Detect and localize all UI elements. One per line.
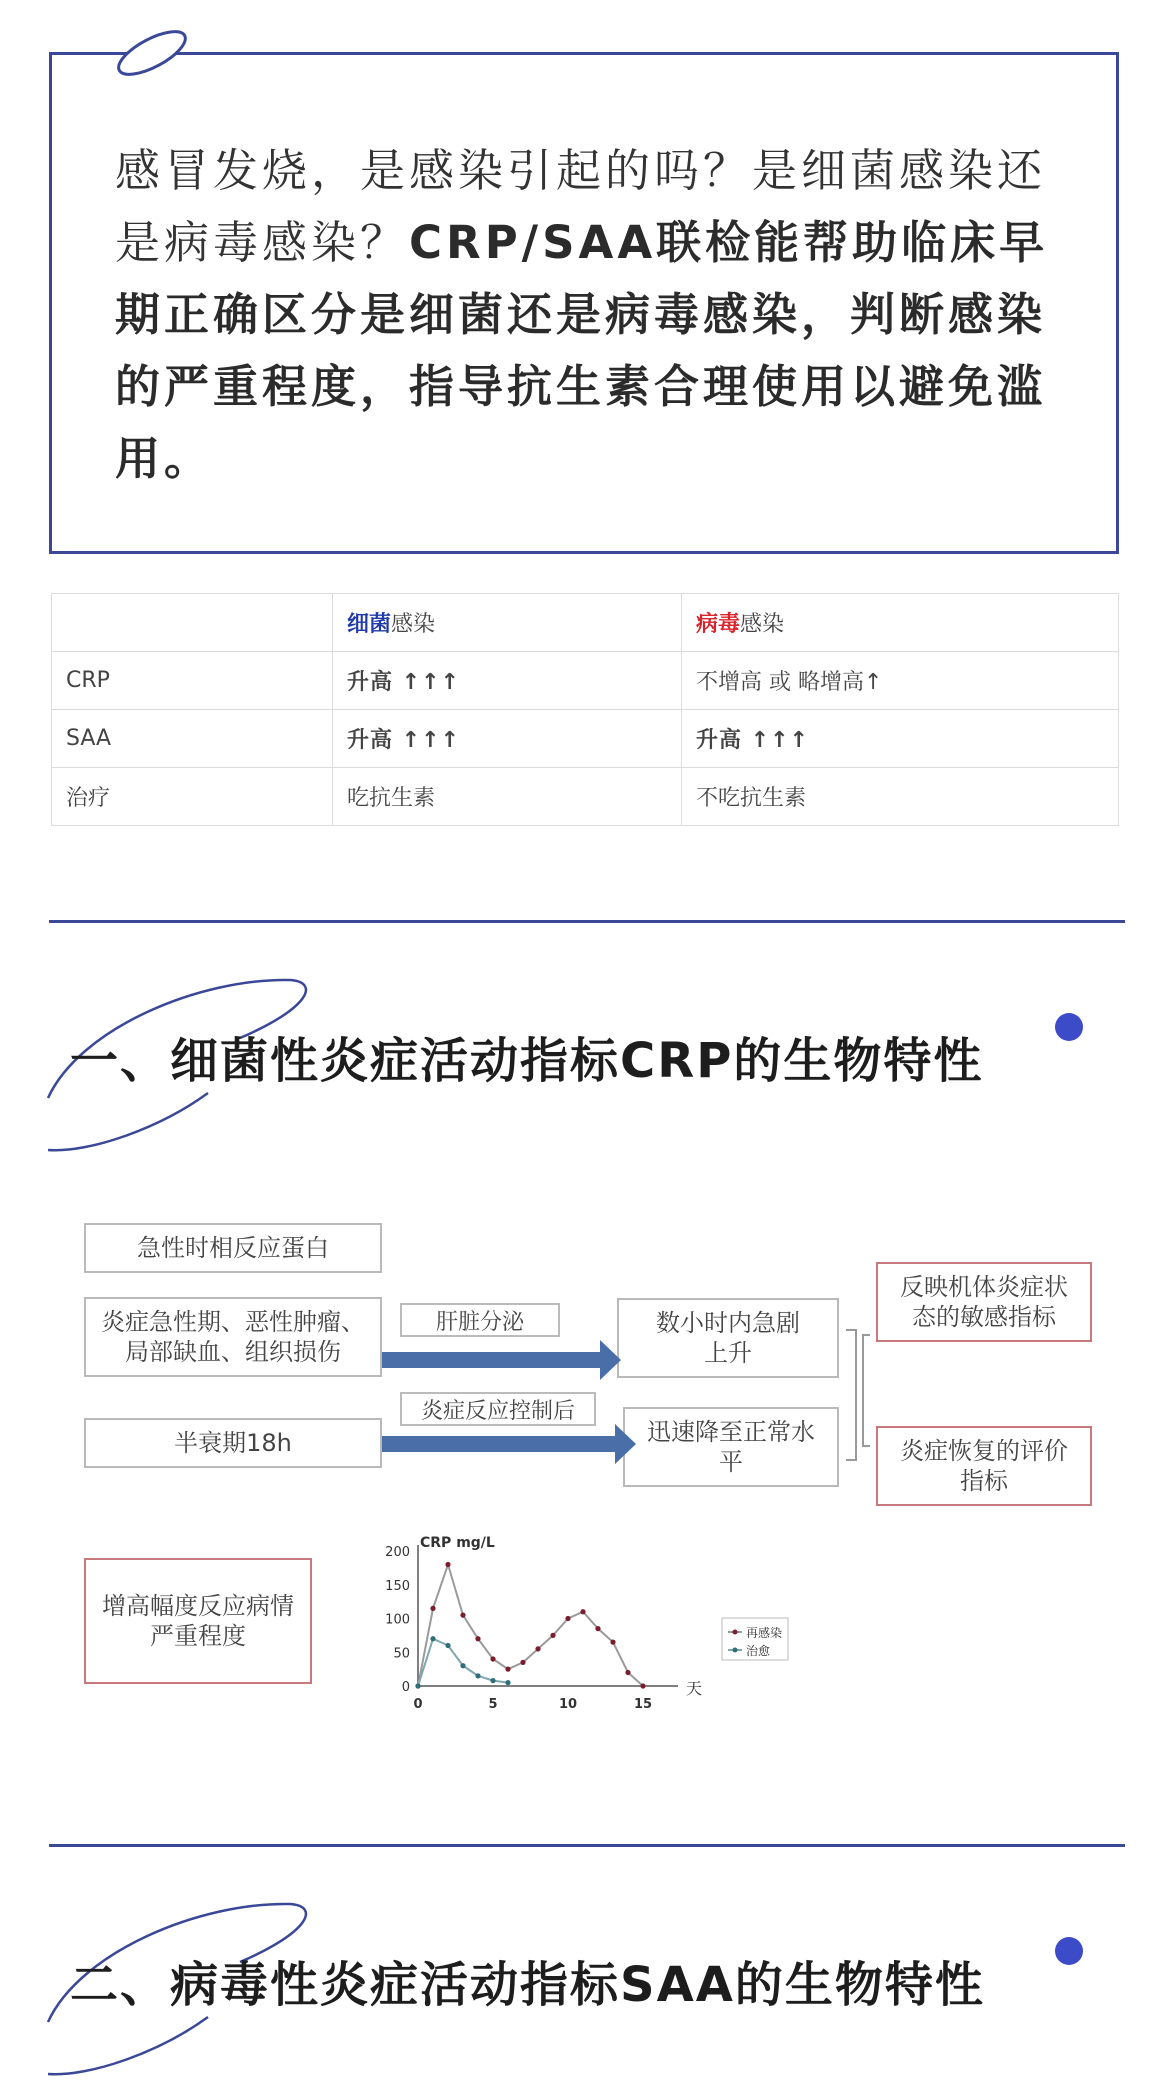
table-row <box>52 768 1119 826</box>
data-point-再感染 <box>565 1616 570 1621</box>
table-header-row <box>52 594 1119 652</box>
box-recovery: 炎症恢复的评价指标 <box>876 1426 1092 1506</box>
table-header-empty <box>52 594 333 652</box>
legend-label: 再感染 <box>746 1626 783 1640</box>
box-drop: 迅速降至正常水平 <box>623 1407 839 1487</box>
data-point-治愈 <box>460 1663 465 1668</box>
section2-dot-decoration <box>1055 1937 1083 1965</box>
y-tick-label: 200 <box>385 1545 410 1560</box>
chart-series <box>415 1562 645 1689</box>
section-divider <box>49 1844 1125 1847</box>
data-point-再感染 <box>445 1562 450 1567</box>
data-point-再感染 <box>475 1636 480 1641</box>
row-label: SAA <box>52 710 333 768</box>
x-tick-label: 15 <box>633 1697 653 1712</box>
data-point-再感染 <box>550 1633 555 1638</box>
legend-label: 治愈 <box>746 1644 771 1658</box>
diagram-connectors <box>70 1210 1120 1510</box>
y-tick-label: 100 <box>385 1612 410 1628</box>
data-point-治愈 <box>430 1636 435 1641</box>
row-viral: 升高 ↑↑↑ <box>682 710 1119 768</box>
section1-title: 一、细菌性炎症活动指标CRP的生物特性 <box>70 1033 984 1089</box>
bracket-left <box>846 1330 856 1460</box>
arrow-to-rise <box>382 1340 621 1380</box>
data-point-再感染 <box>520 1660 525 1665</box>
data-point-再感染 <box>610 1640 615 1645</box>
data-point-治愈 <box>415 1683 420 1688</box>
box-severity: 增高幅度反应病情严重程度 <box>84 1558 312 1684</box>
chart-title: CRP mg/L <box>420 1535 495 1551</box>
box-rise: 数小时内急剧上升 <box>617 1298 839 1378</box>
data-point-再感染 <box>595 1626 600 1631</box>
table-header-viral <box>682 594 1119 652</box>
row-label: 治疗 <box>52 768 333 826</box>
intro-ellipse-decoration <box>112 22 192 84</box>
table-row <box>52 710 1119 768</box>
data-point-再感染 <box>625 1670 630 1675</box>
y-tick-label: 150 <box>385 1578 410 1594</box>
legend-marker <box>733 1648 738 1653</box>
legend-marker <box>733 1630 738 1635</box>
data-point-治愈 <box>445 1643 450 1648</box>
section-divider <box>49 920 1125 923</box>
label-after-control: 炎症反应控制后 <box>400 1392 596 1426</box>
x-tick-label: 0 <box>413 1697 423 1712</box>
crp-diagram <box>70 1210 1120 1710</box>
series-line-再感染 <box>418 1565 643 1687</box>
arrow-to-drop <box>382 1424 636 1464</box>
comparison-table <box>51 593 1119 826</box>
chart-legend <box>722 1618 788 1660</box>
intro-text-plain: 感冒发烧，是感染引起的吗？是细菌感染还是病毒感染？ <box>115 144 1047 269</box>
intro-text <box>115 135 1065 495</box>
box-half-life: 半衰期18h <box>84 1418 382 1468</box>
table-row <box>52 652 1119 710</box>
intro-text-bold: CRP/SAA联检能帮助临床早期正确区分是细菌还是病毒感染，判断感染的严重程度，指导抗生素合理使用以避免滥用。 <box>115 216 1049 485</box>
data-point-再感染 <box>460 1613 465 1618</box>
row-viral: 不增高 或 略增高↑ <box>682 652 1119 710</box>
section1-dot-decoration <box>1055 1013 1083 1041</box>
data-point-再感染 <box>490 1656 495 1661</box>
data-point-再感染 <box>580 1609 585 1614</box>
data-point-治愈 <box>490 1678 495 1683</box>
header-virus-rest: 感染 <box>740 612 785 637</box>
bracket-right <box>863 1335 870 1446</box>
x-tick-label: 5 <box>488 1697 498 1712</box>
y-tick-label: 0 <box>401 1680 410 1695</box>
chart-axes <box>385 1535 702 1712</box>
row-label: CRP <box>52 652 333 710</box>
crp-chart <box>370 1535 890 1730</box>
data-point-再感染 <box>430 1606 435 1611</box>
header-bacteria-highlight: 细菌 <box>347 612 392 637</box>
row-bacterial: 升高 ↑↑↑ <box>333 652 682 710</box>
header-virus-highlight: 病毒 <box>696 612 741 637</box>
data-point-再感染 <box>640 1683 645 1688</box>
row-viral: 不吃抗生素 <box>682 768 1119 826</box>
row-bacterial: 升高 ↑↑↑ <box>333 710 682 768</box>
y-tick-label: 50 <box>393 1646 410 1662</box>
x-axis-label: 天 <box>686 1679 703 1698</box>
data-point-治愈 <box>505 1680 510 1685</box>
box-conditions: 炎症急性期、恶性肿瘤、局部缺血、组织损伤 <box>84 1297 382 1377</box>
x-tick-label: 10 <box>558 1697 578 1712</box>
data-point-再感染 <box>505 1667 510 1672</box>
data-point-治愈 <box>475 1673 480 1678</box>
label-liver: 肝脏分泌 <box>400 1303 560 1337</box>
table-header-bacterial <box>333 594 682 652</box>
box-acute-protein: 急性时相反应蛋白 <box>84 1223 382 1273</box>
data-point-再感染 <box>535 1646 540 1651</box>
row-bacterial: 吃抗生素 <box>333 768 682 826</box>
box-sensitive: 反映机体炎症状态的敏感指标 <box>876 1262 1092 1342</box>
header-bacteria-rest: 感染 <box>391 612 436 637</box>
section2-title: 二、病毒性炎症活动指标SAA的生物特性 <box>70 1957 985 2013</box>
